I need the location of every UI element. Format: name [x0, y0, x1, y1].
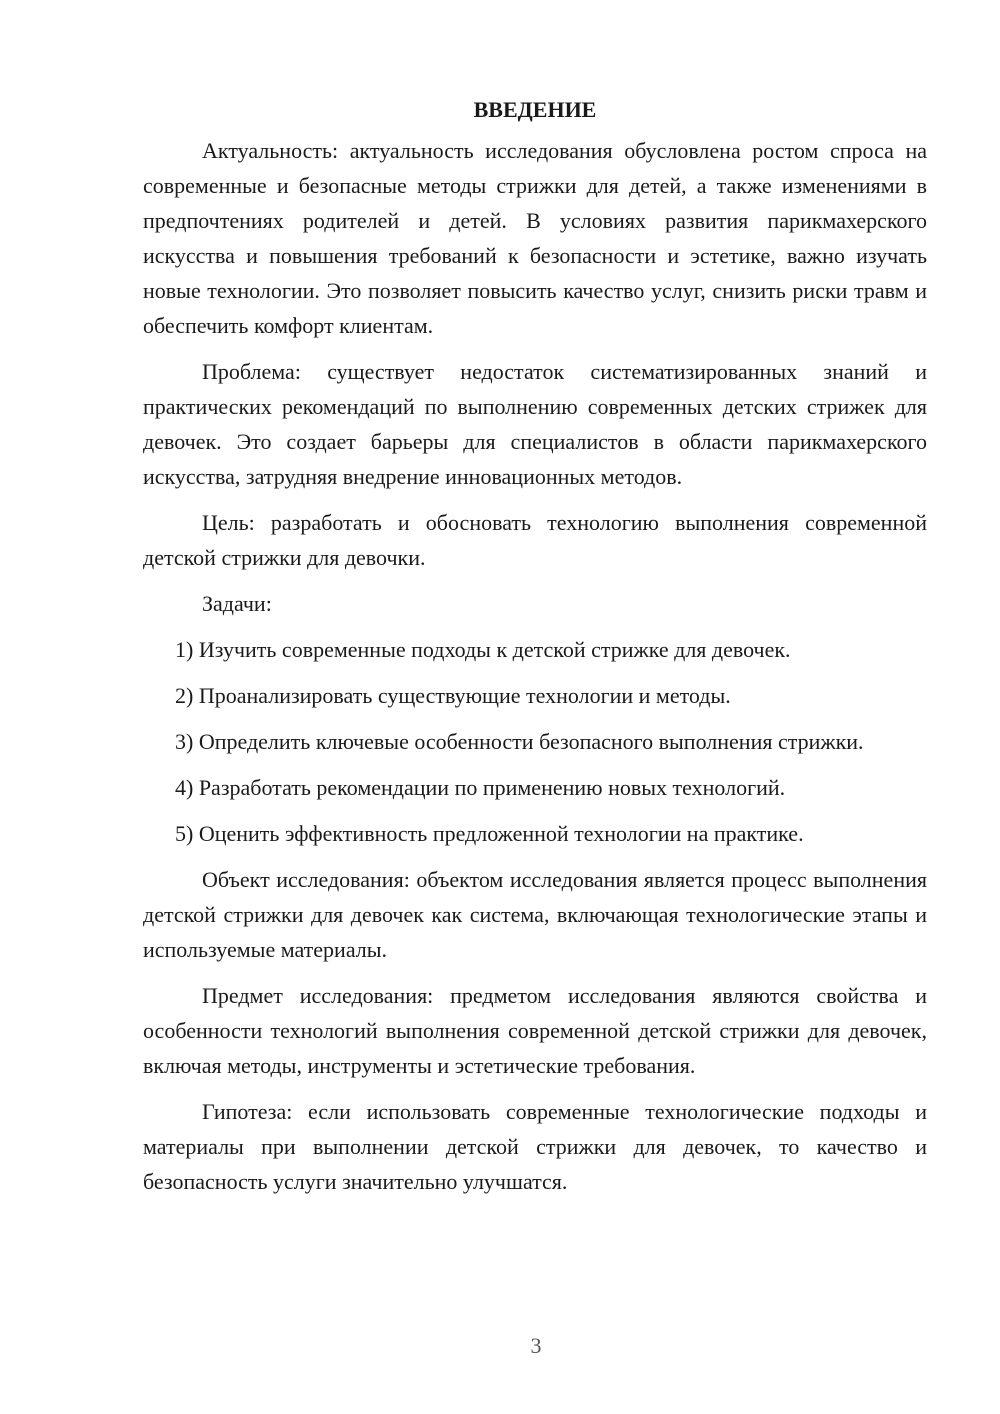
document-page	[143, 92, 927, 1210]
list-item-task-5: 5) Оценить эффективность предложенной технологии на практике.	[175, 821, 804, 846]
paragraph-object: Объект исследования: объектом исследования является процесс выполнения детской стрижки для девочек как система, включающая технологические этапы и используемые материалы.	[143, 867, 927, 962]
paragraph-problem: Проблема: существует недостаток систематизированных знаний и практических рекомендаций по выполнению современных детских стрижек для девочек. Это создает барьеры для специалистов в области парикмахерского искусства, затрудняя внедрение инновационных методов.	[143, 359, 927, 489]
list-item-task-2: 2) Проанализировать существующие технологии и методы.	[175, 683, 731, 708]
paragraph-subject: Предмет исследования: предметом исследования являются свойства и особенности технологий выполнения современной детской стрижки для девочек, включая методы, инструменты и эстетические требования.	[143, 983, 927, 1078]
list-item-task-1: 1) Изучить современные подходы к детской стрижке для девочек.	[175, 637, 791, 662]
paragraph-hypothesis: Гипотеза: если использовать современные технологические подходы и материалы при выполнении детской стрижки для девочек, то качество и безопасность услуги значительно улучшатся.	[143, 1099, 927, 1194]
paragraph-goal: Цель: разработать и обосновать технологию выполнения современной детской стрижки для девочки.	[143, 510, 927, 570]
page-title: ВВЕДЕНИЕ	[473, 97, 597, 122]
paragraph-tasks-label: Задачи:	[202, 591, 272, 616]
list-item-task-4: 4) Разработать рекомендации по применению новых технологий.	[175, 775, 786, 800]
paragraph-relevance: Актуальность: актуальность исследования обусловлена ростом спроса на современные и безопасные методы стрижки для детей, а также изменениями в предпочтениях родителей и детей. В условиях развития парикмахерского искусства и повышения требований к безопасности и эстетике, важно изучать новые технологии. Это позволяет повысить качество услуг, снизить риски травм и обеспечить комфорт клиентам.	[143, 138, 927, 338]
page-number: 3	[530, 1333, 542, 1358]
list-item-task-3: 3) Определить ключевые особенности безопасного выполнения стрижки.	[175, 729, 864, 754]
